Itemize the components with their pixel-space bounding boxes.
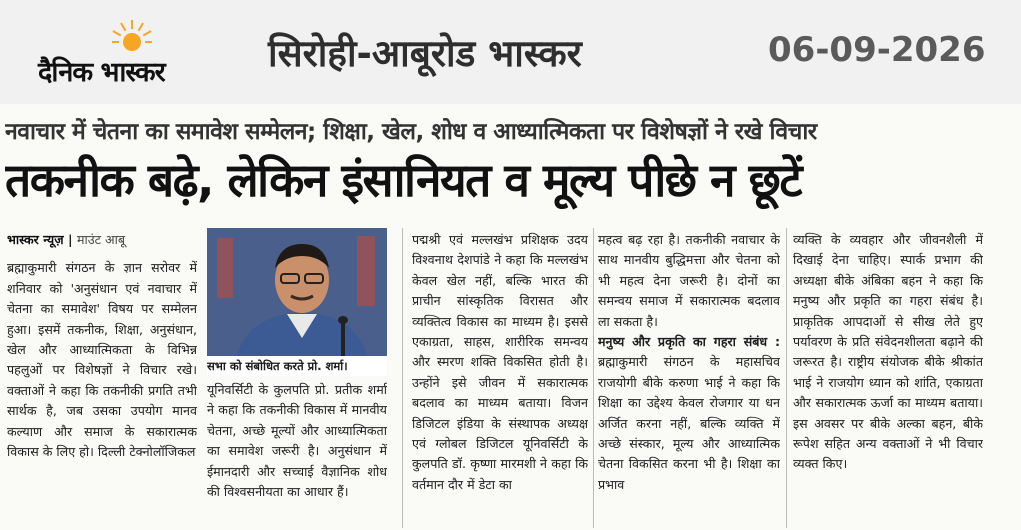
column-4-text-b: ब्रह्माकुमारी संगठन के महासचिव राजयोगी बीके करुणा भाई ने कहा कि शिक्षा का उद्देश्य केवल रोजगार या धन अर्जित करना नहीं, बल्कि व्यक्ति में अच्छे संस्कार, मूल्य और आध्यात्मिक चेतना विकसित करना भी है। शिक्षा का प्रभाव [598,354,780,492]
article-column-1 [7,230,197,530]
speaker-photo-illustration [207,228,387,356]
photo-caption: सभा को संबोधित करते प्रो. शर्मा। [207,356,387,376]
article-column-4 [598,230,780,530]
column-divider [786,228,787,528]
article-column-2 [207,380,387,530]
article-headline: तकनीक बढ़े, लेकिन इंसानियत व मूल्य पीछे न छूटें [5,153,802,207]
news-clipping [0,104,1021,530]
column-divider [593,228,594,528]
edition-title: सिरोही-आबूरोड भास्कर [268,32,582,75]
byline-source: भास्कर न्यूज़ [7,232,64,247]
dainik-bhaskar-logo [38,18,223,88]
column-2-text: यूनिवर्सिटी के कुलपति प्रो. प्रतीक शर्मा ने कहा कि तकनीकी विकास में मानवीय चेतना, अच्छे मूल्यों और आध्यात्मिकता का समावेश जरूरी है। अनुसंधान में ईमानदारी और सच्चाई वैज्ञानिक शोध की विश्वसनीयता का आधार हैं। [207,382,387,500]
logo-text: दैनिक भास्कर [38,57,165,88]
column-4-text-a: महत्व बढ़ रहा है। तकनीकी नवाचार के साथ मानवीय बुद्धिमत्ता और चेतना को भी महत्व देना जरूरी है। दोनों का समन्वय समाज में सकारात्मक बदलाव ला सकता है। [598,232,780,329]
article-column-3 [412,230,588,530]
article-column-5 [793,230,983,530]
edition-date: 06-09-2026 [768,30,986,70]
column-5-text: व्यक्ति के व्यवहार और जीवनशैली में दिखाई देना चाहिए। स्पार्क प्रभाग की अध्यक्षा बीके अंबिका बहन ने कहा कि मनुष्य और प्रकृति का गहरा संबंध है। प्राकृतिक आपदाओं से सीख लेते हुए पर्यावरण के प्रति संवेदनशीलता बढ़ाने की जरूरत है। राष्ट्रीय संयोजक बीके श्रीकांत भाई ने राजयोग ध्यान को शांति, एकाग्रता और सकारात्मक ऊर्जा का माध्यम बताया। इस अवसर पर बीके अल्का बहन, बीके रूपेश सहित अन्य वक्ताओं ने भी विचार व्यक्त किए। [793,232,983,472]
column-1-text: ब्रह्माकुमारी संगठन के ज्ञान सरोवर में शनिवार को 'अनुसंधान एवं नवाचार में चेतना का समावेश' विषय पर सम्मेलन हुआ। इसमें तकनीक, शिक्षा, अनुसंधान, खेल और आध्यात्मिकता के विभिन्न पहलुओं पर विशेषज्ञों ने विचार रखे। वक्ताओं ने कहा कि तकनीकी प्रगति तभी सार्थक है, जब उसका उपयोग मानव कल्याण और समाज के सकारात्मक विकास के लिए हो। दिल्ली टेक्नोलॉजिकल [7,260,197,460]
subheading: मनुष्य और प्रकृति का गहरा संबंध : [598,334,780,350]
article-kicker: नवाचार में चेतना का समावेश सम्मेलन; शिक्षा, खेल, शोध व आध्यात्मिकता पर विशेषज्ञों ने रखे विचार [5,119,817,145]
newspaper-header [0,0,1021,105]
column-3-text: पद्मश्री एवं मल्लखंभ प्रशिक्षक उदय विश्वनाथ देशपांडे ने कहा कि मल्लखंभ केवल खेल नहीं, बल्कि भारत की प्राचीन सांस्कृतिक विरासत और व्यक्तित्व विकास का माध्यम है। इससे एकाग्रता, साहस, शारीरिक समन्वय और स्मरण शक्ति विकसित होती है। उन्होंने इसे जीवन में सकारात्मक बदलाव का माध्यम बताया। विजन डिजिटल इंडिया के संस्थापक अध्यक्ष एवं ग्लोबल डिजिटल यूनिवर्सिटी के कुलपति डॉ. कृष्णा मारमशी ने कहा कि वर्तमान दौर में डेटा का [412,232,588,492]
speaker-photo [207,228,387,356]
column-divider [402,228,403,528]
byline-place: माउंट आबू [76,232,126,247]
byline: भास्कर न्यूज़ | माउंट आबू [7,232,126,247]
